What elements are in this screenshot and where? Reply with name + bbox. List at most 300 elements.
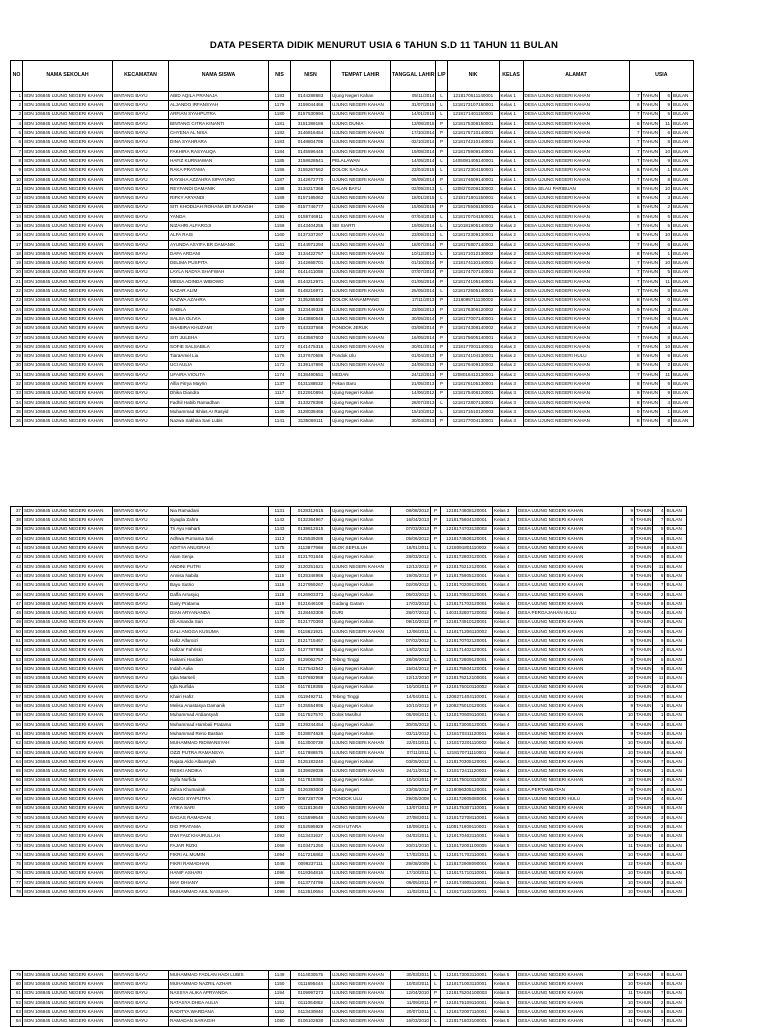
address-cell: DESA UJUNG NEGERI KAHAN bbox=[517, 841, 623, 850]
gender-cell: L bbox=[431, 711, 441, 720]
birthdate-cell: 24/11/2012 bbox=[391, 767, 431, 776]
district-cell: BINTANG BAYU bbox=[113, 878, 169, 887]
gender-cell: L bbox=[436, 287, 447, 296]
table-row bbox=[11, 333, 694, 342]
school-cell: SDN 106845 UJUNG NEGERI KAHAN bbox=[23, 544, 113, 553]
district-cell: BINTANG BAYU bbox=[113, 1008, 169, 1017]
age-months-unit-cell: BULAN bbox=[665, 804, 687, 813]
address-cell: DESA UJUNG NEGERI KAHAN bbox=[523, 129, 629, 138]
student-name-cell: RAKA PRATAMA bbox=[169, 166, 269, 175]
student-name-cell: DAFA ARDANI bbox=[169, 250, 269, 259]
address-cell: DESA UJUNG NEGERI KAHAN bbox=[517, 572, 623, 581]
district-cell: BINTANG BAYU bbox=[113, 380, 169, 389]
nis-cell: 1181 bbox=[269, 119, 291, 128]
school-cell: SDN 106845 UJUNG NEGERI KAHAN bbox=[23, 646, 113, 655]
address-cell: DESA UJUNG NEGERI KAHAN bbox=[517, 711, 623, 720]
age-years-unit-cell: TAHUN bbox=[641, 324, 659, 333]
student-name-cell: Alfia Fitrya Mayrin bbox=[169, 380, 269, 389]
birthplace-cell: SEI SIARTI bbox=[331, 222, 391, 231]
gender-cell: L bbox=[431, 646, 441, 655]
nik-cell: 1218171102110001 bbox=[441, 888, 493, 897]
age-months-cell: 5 bbox=[660, 212, 672, 221]
table-row bbox=[11, 832, 687, 841]
address-cell: DESA UJUNG NEGERI KAHAN bbox=[517, 627, 623, 636]
age-years-unit-cell: TAHUN bbox=[635, 776, 653, 785]
student-name-cell: ADITYA ANUGRAH bbox=[169, 544, 269, 553]
gender-cell: L bbox=[431, 590, 441, 599]
address-cell: DESA UJUNG NEGERI KAHAN bbox=[523, 389, 629, 398]
age-months-unit-cell: BULAN bbox=[665, 711, 687, 720]
nisn-cell: 3159044466 bbox=[291, 101, 331, 110]
class-cell: Kelas 4 bbox=[493, 581, 517, 590]
nisn-cell: 0148804795 bbox=[291, 138, 331, 147]
address-cell: DESA UJUNG NEGERI KAHAN bbox=[517, 683, 623, 692]
birthplace-cell: Ujung Negeri Kahan bbox=[331, 776, 391, 785]
class-cell: Kelas 5 bbox=[493, 832, 517, 841]
age-years-unit-cell: TAHUN bbox=[635, 888, 653, 897]
birthdate-cell: 20/07/2011 bbox=[391, 1008, 431, 1017]
age-years-unit-cell: TAHUN bbox=[635, 1017, 653, 1026]
age-months-unit-cell: BULAN bbox=[665, 637, 687, 646]
birthplace-cell: UJUNG NEGERI KAHAN bbox=[331, 361, 391, 370]
birthplace-cell: Ujung Negeri Kahan bbox=[331, 408, 391, 417]
student-name-cell: SITI JULEHA bbox=[169, 333, 269, 342]
nis-cell: 1177 bbox=[269, 795, 291, 804]
nis-cell: 1140 bbox=[269, 408, 291, 417]
age-months-unit-cell: BULAN bbox=[672, 138, 694, 147]
age-years-cell: 10 bbox=[623, 971, 635, 980]
school-cell: SDN 106845 UJUNG NEGERI KAHAN bbox=[23, 222, 113, 231]
district-cell: BINTANG BAYU bbox=[113, 268, 169, 277]
student-name-cell: SHABIRA KHUZAMI bbox=[169, 324, 269, 333]
table-row bbox=[11, 562, 687, 571]
age-years-cell: 11 bbox=[623, 1017, 635, 1026]
nik-cell: 1218172809120001 bbox=[441, 655, 493, 664]
age-months-unit-cell: BULAN bbox=[672, 184, 694, 193]
age-years-cell: 7 bbox=[629, 240, 641, 249]
birthdate-cell: 17/03/2012 bbox=[391, 599, 431, 608]
birthplace-cell: DOLOK MANAMPANG bbox=[331, 296, 391, 305]
age-months-unit-cell: BULAN bbox=[672, 296, 694, 305]
birthdate-cell: 31/07/2015 bbox=[391, 101, 436, 110]
gender-cell: L bbox=[431, 544, 441, 553]
address-cell: DESA UJUNG NEGERI KAHAN bbox=[523, 398, 629, 407]
age-years-unit-cell: TAHUN bbox=[641, 92, 659, 101]
address-cell: DESA UJUNG NEGERI KAHAN bbox=[517, 767, 623, 776]
table-row bbox=[11, 129, 694, 138]
age-years-cell: 8 bbox=[623, 562, 635, 571]
student-name-cell: HANIF ASHARI bbox=[169, 869, 269, 878]
district-cell: BINTANG BAYU bbox=[113, 315, 169, 324]
no-cell: 8 bbox=[11, 157, 23, 166]
document-title: DATA PESERTA DIDIK MENURUT USIA 6 TAHUN S.D 11 TAHUN 11 BULAN bbox=[209, 40, 559, 51]
student-name-cell: MEISA ADINDA WIBOWO bbox=[169, 277, 269, 286]
age-years-cell: 7 bbox=[629, 129, 641, 138]
nik-cell: 1218172803120001 bbox=[441, 553, 493, 562]
nisn-cell: 0129062757 bbox=[291, 655, 331, 664]
nik-cell: 1405081405140001 bbox=[447, 157, 499, 166]
birthdate-cell: 28/03/2012 bbox=[391, 553, 431, 562]
school-cell: SDN 106845 UJUNG NEGERI KAHAN bbox=[23, 813, 113, 822]
student-name-cell: LAYLA NADYA SHAFWAH bbox=[169, 268, 269, 277]
age-months-cell: 7 bbox=[653, 692, 665, 701]
address-cell: DESA UJUNG NEGERI KAHAN bbox=[517, 674, 623, 683]
birthdate-cell: 23/06/2012 bbox=[391, 305, 436, 314]
student-name-cell: Syaqila Zahra bbox=[169, 516, 269, 525]
school-cell: SDN 106845 UJUNG NEGERI KAHAN bbox=[23, 572, 113, 581]
age-months-cell: 11 bbox=[653, 562, 665, 571]
age-years-cell: 9 bbox=[629, 305, 641, 314]
address-cell: DESA UJUNG NEGERI KAHAN bbox=[523, 361, 629, 370]
student-name-cell: YANDA bbox=[169, 212, 269, 221]
nisn-cell: 3135069111 bbox=[291, 417, 331, 426]
student-name-cell: Annisa Nabila bbox=[169, 572, 269, 581]
no-cell: 34 bbox=[11, 398, 23, 407]
district-cell: BINTANG BAYU bbox=[113, 627, 169, 636]
nis-cell: 1192 bbox=[269, 562, 291, 571]
student-name-cell: Fadhil Habib Ramadhan bbox=[169, 398, 269, 407]
address-cell: DESA UJUNG NEGERI KAHAN bbox=[523, 277, 629, 286]
age-months-cell: 1 bbox=[660, 408, 672, 417]
age-months-unit-cell: BULAN bbox=[665, 674, 687, 683]
nik-cell: 1218170511140001 bbox=[447, 92, 499, 101]
nik-cell: 1218171603100001 bbox=[441, 1017, 493, 1026]
student-name-cell: Bayu Sutrio bbox=[169, 581, 269, 590]
age-years-unit-cell: TAHUN bbox=[641, 389, 659, 398]
school-cell: SDN 106845 UJUNG NEGERI KAHAN bbox=[23, 175, 113, 184]
age-years-cell: 10 bbox=[623, 878, 635, 887]
table-row bbox=[11, 507, 687, 516]
district-cell: BINTANG BAYU bbox=[113, 730, 169, 739]
student-name-cell: HAFIZ KURNIAWAN bbox=[169, 157, 269, 166]
birthplace-cell: UJUNG NEGERI KAHAN bbox=[331, 259, 391, 268]
address-cell: DESA UJUNG NEGERI KAHAN bbox=[517, 860, 623, 869]
nis-cell: 1133 bbox=[269, 758, 291, 767]
no-cell: 9 bbox=[11, 166, 23, 175]
birthdate-cell: 04/02/2011 bbox=[391, 832, 431, 841]
nik-cell: 1218171003110001 bbox=[441, 980, 493, 989]
age-months-unit-cell: BULAN bbox=[665, 841, 687, 850]
nis-cell: 1128 bbox=[269, 711, 291, 720]
birthplace-cell: Ujung Negeri Kahan bbox=[331, 534, 391, 543]
birthdate-cell: 13/07/2011 bbox=[391, 804, 431, 813]
class-cell: Kelas 1 bbox=[499, 147, 523, 156]
student-name-cell: ALJANDO IRFANSYAH bbox=[169, 101, 269, 110]
birthdate-cell: 19/05/2014 bbox=[391, 222, 436, 231]
class-cell: Kelas 4 bbox=[493, 730, 517, 739]
student-name-cell: REYFANDI DAMANIK bbox=[169, 184, 269, 193]
age-years-unit-cell: TAHUN bbox=[641, 119, 659, 128]
nis-cell: 1164 bbox=[269, 268, 291, 277]
age-years-unit-cell: TAHUN bbox=[641, 380, 659, 389]
age-years-unit-cell: TAHUN bbox=[641, 352, 659, 361]
nis-cell: 1183 bbox=[269, 138, 291, 147]
age-years-cell: 9 bbox=[623, 572, 635, 581]
district-cell: BINTANG BAYU bbox=[113, 971, 169, 980]
birthplace-cell: UJUNG NEGERI KAHAN bbox=[331, 850, 391, 859]
table-row bbox=[11, 581, 687, 590]
district-cell: BINTANG BAYU bbox=[113, 572, 169, 581]
age-months-unit-cell: BULAN bbox=[665, 599, 687, 608]
gender-cell: L bbox=[436, 101, 447, 110]
nisn-cell: 0103471250 bbox=[291, 841, 331, 850]
gender-cell: L bbox=[431, 832, 441, 841]
birthdate-cell: 30/04/2013 bbox=[391, 417, 436, 426]
age-months-unit-cell: BULAN bbox=[665, 516, 687, 525]
age-months-unit-cell: BULAN bbox=[672, 398, 694, 407]
district-cell: BINTANG BAYU bbox=[113, 516, 169, 525]
nis-cell: 1170 bbox=[269, 324, 291, 333]
age-months-cell: 10 bbox=[660, 147, 672, 156]
address-cell: DESA UJUNG NEGERI KAHAN bbox=[517, 1008, 623, 1017]
nisn-cell: 0099237111 bbox=[291, 860, 331, 869]
address-cell: DESA UJUNG NEGERI KAHAN bbox=[517, 544, 623, 553]
nisn-cell: 3142668701 bbox=[291, 259, 331, 268]
age-months-unit-cell: BULAN bbox=[672, 166, 694, 175]
age-years-unit-cell: TAHUN bbox=[635, 516, 653, 525]
student-name-cell: Tri Ayu Haharti bbox=[169, 525, 269, 534]
age-years-unit-cell: TAHUN bbox=[641, 259, 659, 268]
school-cell: SDN 106845 UJUNG NEGERI KAHAN bbox=[23, 333, 113, 342]
gender-cell: L bbox=[431, 841, 441, 850]
address-cell: DESA UJUNG NEGERI KAHAN bbox=[523, 166, 629, 175]
student-name-cell: Syifa Nurfida bbox=[169, 776, 269, 785]
student-name-cell: Melisa Anastasya Damanik bbox=[169, 702, 269, 711]
address-cell: DESA UJUNG NEGERI KAHAN bbox=[517, 553, 623, 562]
school-cell: SDN 106845 UJUNG NEGERI KAHAN bbox=[23, 534, 113, 543]
nisn-cell: 0152595929 bbox=[291, 823, 331, 832]
gender-cell: P bbox=[431, 562, 441, 571]
age-years-cell: 10 bbox=[623, 850, 635, 859]
nik-cell: 1218172411120001 bbox=[441, 767, 493, 776]
school-cell: SDN 106845 UJUNG NEGERI KAHAN bbox=[23, 581, 113, 590]
age-years-cell: 7 bbox=[629, 370, 641, 379]
table-row bbox=[11, 370, 694, 379]
nik-cell: 1108171809110001 bbox=[441, 823, 493, 832]
district-cell: BINTANG BAYU bbox=[113, 157, 169, 166]
nik-cell: 1218175710140001 bbox=[447, 129, 499, 138]
age-months-cell: 4 bbox=[653, 507, 665, 516]
age-years-cell: 9 bbox=[623, 534, 635, 543]
nik-cell: 1218175010110002 bbox=[441, 776, 493, 785]
gender-cell: P bbox=[436, 203, 447, 212]
district-cell: BINTANG BAYU bbox=[113, 138, 169, 147]
nis-cell: 1098 bbox=[269, 878, 291, 887]
gender-cell: L bbox=[436, 222, 447, 231]
birthdate-cell: 24/09/2013 bbox=[391, 361, 436, 370]
age-years-unit-cell: TAHUN bbox=[635, 702, 653, 711]
gender-cell: L bbox=[431, 971, 441, 980]
nis-cell: 1150 bbox=[269, 980, 291, 989]
class-cell: Kelas 2 bbox=[499, 361, 523, 370]
nisn-cell: 0112510654 bbox=[291, 888, 331, 897]
birthplace-cell: MEDAN bbox=[331, 370, 391, 379]
birthplace-cell: UJUNG NEGERI KAHAN bbox=[331, 971, 391, 980]
age-months-unit-cell: BULAN bbox=[672, 352, 694, 361]
nis-cell: 1182 bbox=[269, 129, 291, 138]
school-cell: SDN 106845 UJUNG NEGERI KAHAN bbox=[23, 324, 113, 333]
nik-cell: 1218175406120001 bbox=[447, 389, 499, 398]
birthplace-cell: UJUNG NEGERI KAHAN bbox=[331, 980, 391, 989]
nis-cell: 1160 bbox=[269, 231, 291, 240]
class-cell: Kelas 5 bbox=[493, 998, 517, 1007]
nisn-cell: 0157195062 bbox=[291, 194, 331, 203]
nik-cell: 1218171702110001 bbox=[441, 850, 493, 859]
district-cell: BINTANG BAYU bbox=[113, 609, 169, 618]
district-cell: BINTANG BAYU bbox=[113, 813, 169, 822]
student-table-part-2 bbox=[10, 506, 687, 897]
nik-cell: 1218170702120001 bbox=[441, 637, 493, 646]
nisn-cell: 0121646108 bbox=[291, 599, 331, 608]
gender-cell: L bbox=[431, 609, 441, 618]
age-months-cell: 5 bbox=[653, 525, 665, 534]
age-months-unit-cell: BULAN bbox=[665, 980, 687, 989]
age-years-cell: 10 bbox=[623, 544, 635, 553]
age-years-cell: 8 bbox=[629, 231, 641, 240]
age-months-cell: 2 bbox=[653, 776, 665, 785]
birthdate-cell: 02/09/2012 bbox=[391, 581, 431, 590]
no-cell: 78 bbox=[11, 888, 23, 897]
gender-cell: L bbox=[436, 408, 447, 417]
nis-cell: 1168 bbox=[269, 305, 291, 314]
student-name-cell: ARFIAN SYAHPUTRA bbox=[169, 110, 269, 119]
birthplace-cell: UJUNG NEGERI KAHAN bbox=[331, 998, 391, 1007]
nis-cell: 1185 bbox=[269, 157, 291, 166]
nik-cell: 1218170711110001 bbox=[441, 748, 493, 757]
age-months-unit-cell: BULAN bbox=[665, 785, 687, 794]
address-cell: DESA UJUNG NEGERI KAHAN bbox=[517, 665, 623, 674]
birthplace-cell: ACEH UTARA bbox=[331, 823, 391, 832]
birthdate-cell: 13/08/2015 bbox=[391, 119, 436, 128]
no-cell: 30 bbox=[11, 361, 23, 370]
birthdate-cell: 17/10/2014 bbox=[391, 129, 436, 138]
class-cell: Kelas 1 bbox=[499, 138, 523, 147]
table-row bbox=[11, 989, 687, 998]
birthplace-cell: Ujung Negeri Kahan bbox=[331, 417, 391, 426]
birthdate-cell: 18/07/2014 bbox=[391, 240, 436, 249]
class-cell: Kelas 5 bbox=[493, 804, 517, 813]
table-row bbox=[11, 980, 687, 989]
birthplace-cell: Ujung Negeri Kahan bbox=[331, 553, 391, 562]
age-years-unit-cell: TAHUN bbox=[635, 609, 653, 618]
address-cell: DESA UJUNG NEGERI KAHAN bbox=[523, 380, 629, 389]
district-cell: BINTANG BAYU bbox=[113, 212, 169, 221]
school-cell: SDN 106845 UJUNG NEGERI KAHAN bbox=[23, 305, 113, 314]
address-cell: DESA UJUNG NEGERI KAHAN bbox=[517, 507, 623, 516]
district-cell: BINTANG BAYU bbox=[113, 147, 169, 156]
no-cell: 52 bbox=[11, 646, 23, 655]
age-years-unit-cell: TAHUN bbox=[635, 599, 653, 608]
gender-cell: P bbox=[436, 175, 447, 184]
nisn-cell: 0148216971 bbox=[291, 287, 331, 296]
nis-cell: 1179 bbox=[269, 101, 291, 110]
age-months-unit-cell: BULAN bbox=[665, 823, 687, 832]
age-years-unit-cell: TAHUN bbox=[641, 101, 659, 110]
nisn-cell: 0113430840 bbox=[291, 1008, 331, 1017]
no-cell: 69 bbox=[11, 804, 23, 813]
nis-cell: 1165 bbox=[269, 277, 291, 286]
age-months-cell: 11 bbox=[660, 119, 672, 128]
table-row bbox=[11, 516, 687, 525]
age-years-cell: 10 bbox=[623, 711, 635, 720]
school-cell: SDN 106845 UJUNG NEGERI KAHAN bbox=[23, 138, 113, 147]
gender-cell: L bbox=[431, 823, 441, 832]
table-row bbox=[11, 748, 687, 757]
age-years-cell: 7 bbox=[629, 147, 641, 156]
class-cell: Kelas 3 bbox=[493, 516, 517, 525]
student-name-cell: FIKRI AL MUMIN bbox=[169, 850, 269, 859]
age-years-cell: 9 bbox=[623, 618, 635, 627]
nis-cell: 1119 bbox=[269, 599, 291, 608]
nisn-cell: 0117819355 bbox=[291, 776, 331, 785]
district-cell: BINTANG BAYU bbox=[113, 534, 169, 543]
birthplace-cell: UJUNG NEGERI KAHAN bbox=[331, 1017, 391, 1026]
class-cell: Kelas 4 bbox=[493, 758, 517, 767]
nis-cell: 1176 bbox=[269, 352, 291, 361]
student-name-cell: Hafiz Alfaroizi bbox=[169, 637, 269, 646]
gender-cell: L bbox=[431, 1017, 441, 1026]
address-cell: DESA UJUNG NEGERI KAHAN bbox=[523, 268, 629, 277]
age-years-unit-cell: TAHUN bbox=[635, 869, 653, 878]
age-months-cell: 8 bbox=[653, 599, 665, 608]
age-months-unit-cell: BULAN bbox=[672, 324, 694, 333]
gender-cell: P bbox=[436, 305, 447, 314]
birthplace-cell: UJUNG NEGERI KAHAN bbox=[331, 804, 391, 813]
birthdate-cell: 27/08/2011 bbox=[391, 813, 431, 822]
age-years-unit-cell: TAHUN bbox=[635, 683, 653, 692]
age-months-cell: 9 bbox=[653, 553, 665, 562]
age-months-unit-cell: BULAN bbox=[665, 971, 687, 980]
no-cell: 84 bbox=[11, 1017, 23, 1026]
age-months-cell: 5 bbox=[653, 655, 665, 664]
age-months-unit-cell: BULAN bbox=[665, 989, 687, 998]
birthdate-cell: 30/05/2012 bbox=[391, 720, 431, 729]
table-row bbox=[11, 534, 687, 543]
birthplace-cell: UJUNG NEGERI KAHAN bbox=[331, 110, 391, 119]
class-cell: Kelas 2 bbox=[499, 287, 523, 296]
address-cell: DESA UJUNG NEGERI KAHAN bbox=[517, 692, 623, 701]
class-cell: Kelas 3 bbox=[493, 507, 517, 516]
district-cell: BINTANG BAYU bbox=[113, 277, 169, 286]
birthplace-cell: BLOK SEPULUH bbox=[331, 544, 391, 553]
nik-cell: 1218176409130002 bbox=[447, 361, 499, 370]
district-cell: BINTANG BAYU bbox=[113, 850, 169, 859]
age-months-cell: 3 bbox=[653, 720, 665, 729]
birthplace-cell: UJUNG NEGERI KAHAN bbox=[331, 203, 391, 212]
district-cell: BINTANG BAYU bbox=[113, 776, 169, 785]
birthdate-cell: 14/06/2012 bbox=[391, 389, 436, 398]
age-years-unit-cell: TAHUN bbox=[635, 878, 653, 887]
age-years-unit-cell: TAHUN bbox=[641, 296, 659, 305]
school-cell: SDN 106845 UJUNG NEGERI KAHAN bbox=[23, 720, 113, 729]
nik-cell: 1218172304150001 bbox=[447, 166, 499, 175]
age-months-cell: 7 bbox=[653, 581, 665, 590]
address-cell: DESA UJUNG NEGERI KAHAN bbox=[523, 203, 629, 212]
header-nama: NAMA SISWA bbox=[169, 61, 269, 92]
gender-cell: P bbox=[436, 147, 447, 156]
age-years-unit-cell: TAHUN bbox=[635, 860, 653, 869]
school-cell: SDN 106845 UJUNG NEGERI KAHAN bbox=[23, 147, 113, 156]
age-years-cell: 8 bbox=[629, 398, 641, 407]
address-cell: DESA UJUNG NEGERI KAHAN bbox=[523, 417, 629, 426]
age-years-cell: 9 bbox=[623, 720, 635, 729]
school-cell: SDN 106845 UJUNG NEGERI KAHAN bbox=[23, 627, 113, 636]
nis-cell: 1120 bbox=[269, 618, 291, 627]
age-months-unit-cell: BULAN bbox=[672, 277, 694, 286]
table-row bbox=[11, 683, 687, 692]
class-cell: Kelas 4 bbox=[493, 711, 517, 720]
age-months-unit-cell: BULAN bbox=[672, 119, 694, 128]
